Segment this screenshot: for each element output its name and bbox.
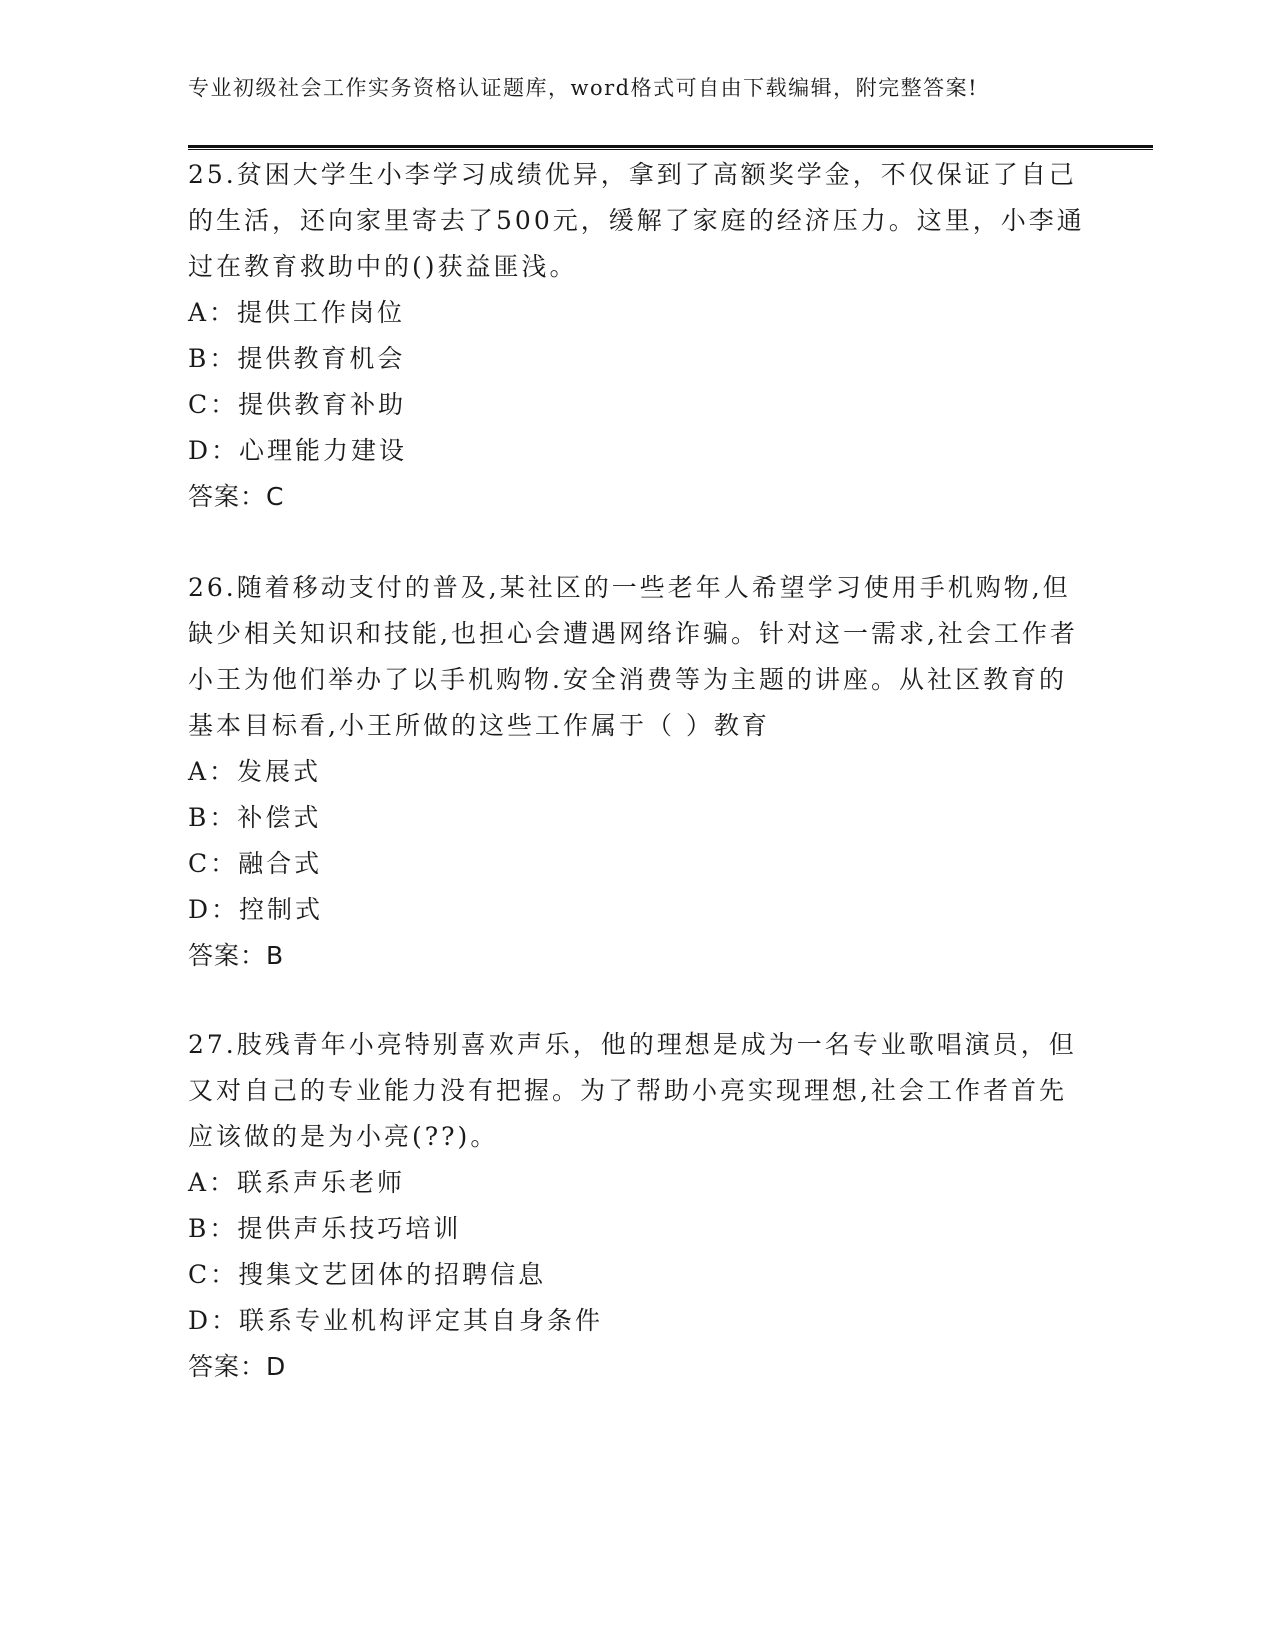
option-c: C：融合式 (188, 849, 323, 878)
answer-line: 答案：C (188, 482, 285, 511)
option-d: D：心理能力建设 (188, 436, 408, 465)
page-header: 专业初级社会工作实务资格认证题库，word格式可自由下载编辑，附完整答案! (188, 76, 979, 100)
question-stem: 25.贫困大学生小李学习成绩优异，拿到了高额奖学金，不仅保证了自己的生活，还向家里寄去了500元，缓解了家庭的经济压力。这里，小李通过在教育救助中的()获益匪浅。 (188, 160, 1085, 281)
question-stem: 26.随着移动支付的普及,某社区的一些老年人希望学习使用手机购物,但缺少相关知识和技能,也担心会遭遇网络诈骗。针对这一需求,社会工作者小王为他们举办了以手机购物.安全消费等为主题的讲座。从社区教育的基本目标看,小王所做的这些工作属于（ ）教育 (188, 573, 1078, 740)
option-b: B：提供声乐技巧培训 (188, 1214, 462, 1243)
option-d: D：控制式 (188, 895, 324, 924)
option-a: A：提供工作岗位 (188, 298, 406, 327)
question-stem: 27.肢残青年小亮特别喜欢声乐，他的理想是成为一名专业歌唱演员，但又对自己的专业能力没有把握。为了帮助小亮实现理想,社会工作者首先应该做的是为小亮(??)。 (188, 1030, 1077, 1151)
option-b: B：补偿式 (188, 803, 322, 832)
option-b: B：提供教育机会 (188, 344, 406, 373)
option-a: A：发展式 (188, 757, 322, 786)
question-27 (188, 1022, 1088, 1390)
question-25 (188, 152, 1088, 520)
option-a: A：联系声乐老师 (188, 1168, 406, 1197)
question-26 (188, 565, 1088, 979)
option-d: D：联系专业机构评定其自身条件 (188, 1306, 604, 1335)
option-list (188, 290, 1088, 474)
option-c: C：搜集文艺团体的招聘信息 (188, 1260, 547, 1289)
option-list (188, 1160, 1088, 1344)
answer-line: 答案：B (188, 941, 285, 970)
option-c: C：提供教育补助 (188, 390, 407, 419)
answer-line: 答案：D (188, 1352, 287, 1381)
option-list (188, 749, 1088, 933)
header-divider (188, 145, 1153, 150)
